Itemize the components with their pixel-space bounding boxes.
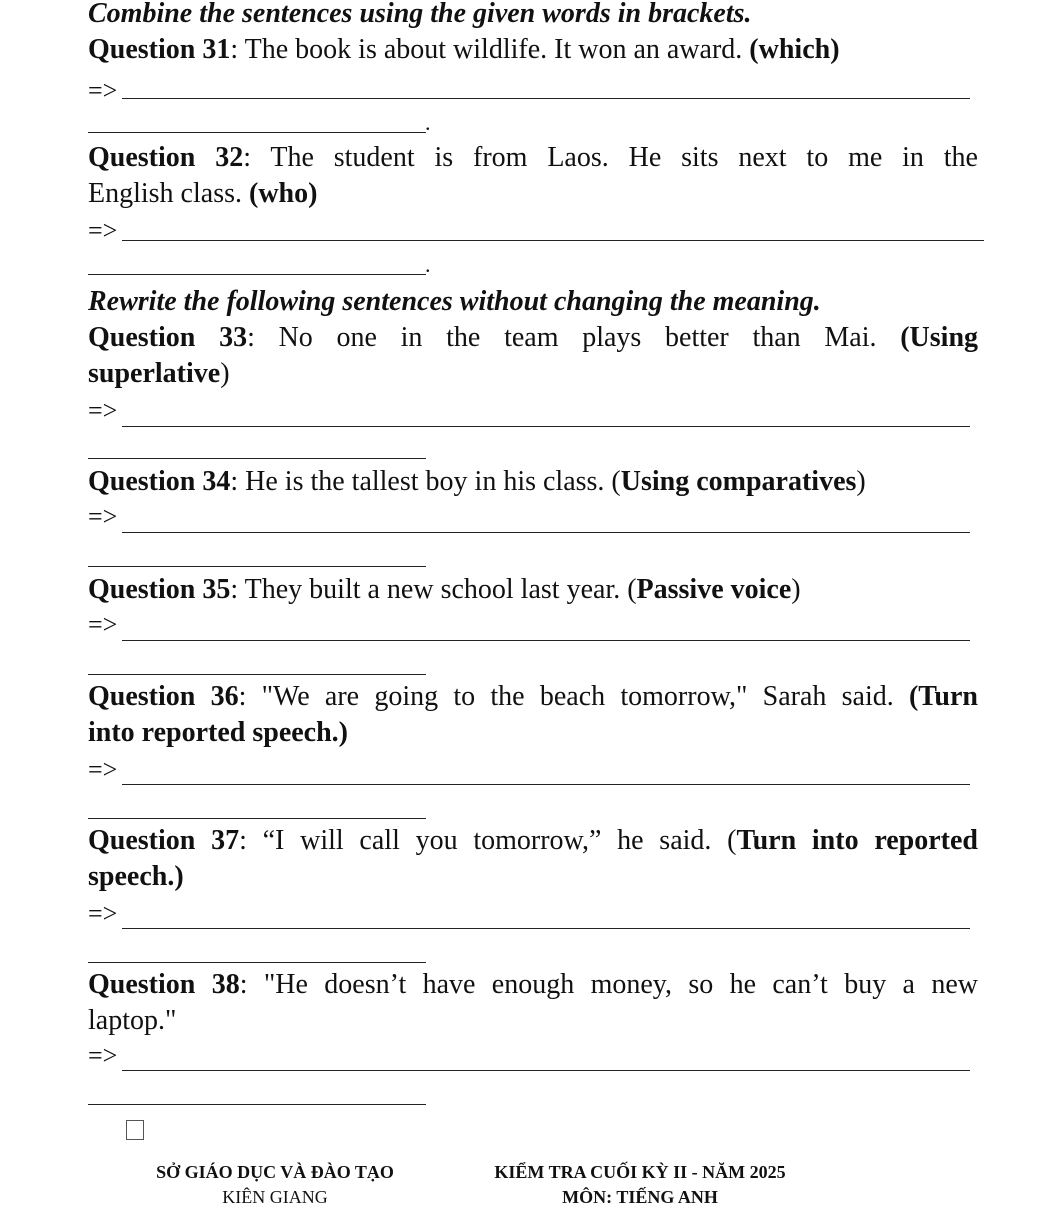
footer-exam-title: KIỂM TRA CUỐI KỲ II - NĂM 2025	[494, 1162, 786, 1182]
answer-arrow: =>	[88, 502, 118, 531]
question-text: laptop."	[88, 1005, 177, 1036]
question-36	[88, 679, 978, 715]
question-hint: superlative	[88, 358, 221, 389]
footer-province: KIÊN GIANG	[222, 1187, 328, 1207]
question-text: )	[856, 466, 866, 497]
question-label: Question 32	[88, 142, 244, 173]
answer-line[interactable]	[122, 240, 984, 241]
question-38	[88, 967, 978, 1003]
answer-line[interactable]	[122, 532, 970, 533]
answer-line[interactable]	[122, 98, 970, 99]
question-text: : "We are going to the beach tomorrow," Sarah said.	[238, 681, 909, 712]
question-text: : They built a new school last year. (	[230, 574, 637, 605]
question-36-line2	[88, 715, 348, 751]
answer-line[interactable]	[122, 426, 970, 427]
question-hint: speech.)	[88, 861, 184, 892]
answer-line[interactable]	[88, 674, 426, 675]
answer-line[interactable]	[88, 132, 426, 133]
question-35	[88, 572, 801, 608]
answer-line[interactable]	[88, 458, 426, 459]
question-37	[88, 823, 978, 859]
answer-arrow: =>	[88, 76, 118, 105]
answer-line[interactable]	[122, 928, 970, 929]
question-text: )	[220, 358, 230, 389]
answer-line[interactable]	[122, 784, 970, 785]
question-31	[88, 32, 840, 68]
question-hint: into reported speech.)	[88, 717, 348, 748]
answer-line[interactable]	[88, 274, 426, 275]
question-hint: Using comparatives	[620, 466, 857, 497]
question-text: : The student is from Laos. He sits next to me in the	[243, 142, 978, 173]
question-hint: (Turn	[908, 681, 978, 712]
question-hint: Turn into reported	[736, 825, 979, 856]
question-label: Question 36	[88, 681, 239, 712]
answer-line[interactable]	[122, 640, 970, 641]
question-text: : He is the tallest boy in his class. (	[230, 466, 621, 497]
section-heading-rewrite: Rewrite the following sentences without changing the meaning.	[88, 286, 821, 317]
empty-box-icon	[126, 1120, 144, 1140]
answer-line[interactable]	[88, 962, 426, 963]
section-heading-combine: Combine the sentences using the given words in brackets.	[88, 0, 752, 29]
question-text: English class.	[88, 178, 249, 209]
question-hint: Passive voice	[636, 574, 792, 605]
answer-arrow: =>	[88, 755, 118, 784]
answer-line[interactable]	[122, 1070, 970, 1071]
footer-subject: MÔN: TIẾNG ANH	[562, 1187, 718, 1207]
question-37-line2	[88, 859, 184, 895]
answer-arrow: =>	[88, 1041, 118, 1070]
answer-end-period: .	[425, 110, 431, 135]
question-label: Question 35	[88, 574, 231, 605]
footer-department: SỞ GIÁO DỤC VÀ ĐÀO TẠO	[156, 1162, 394, 1182]
answer-end-period: .	[425, 252, 431, 277]
question-label: Question 37	[88, 825, 240, 856]
question-label: Question 34	[88, 466, 231, 497]
question-label: Question 33	[88, 322, 248, 353]
answer-line[interactable]	[88, 1104, 426, 1105]
answer-arrow: =>	[88, 610, 118, 639]
question-32	[88, 140, 978, 176]
answer-line[interactable]	[88, 566, 426, 567]
answer-arrow: =>	[88, 216, 118, 245]
question-38-line2	[88, 1003, 176, 1039]
question-text: : No one in the team plays better than Mai.	[247, 322, 901, 353]
question-hint: (who)	[249, 178, 318, 209]
question-34	[88, 464, 866, 500]
question-32-line2	[88, 176, 317, 212]
question-text: )	[791, 574, 801, 605]
question-hint: (which)	[749, 34, 840, 65]
question-text: : “I will call you tomorrow,” he said. (	[239, 825, 737, 856]
answer-arrow: =>	[88, 396, 118, 425]
answer-arrow: =>	[88, 899, 118, 928]
question-hint: (Using	[900, 322, 979, 353]
question-text: : The book is about wildlife. It won an award.	[230, 34, 750, 65]
question-label: Question 31	[88, 34, 231, 65]
question-label: Question 38	[88, 969, 240, 1000]
answer-line[interactable]	[88, 818, 426, 819]
question-33	[88, 320, 978, 356]
question-text: : "He doesn’t have enough money, so he can’t buy a new	[239, 969, 978, 1000]
question-33-line2	[88, 356, 230, 392]
